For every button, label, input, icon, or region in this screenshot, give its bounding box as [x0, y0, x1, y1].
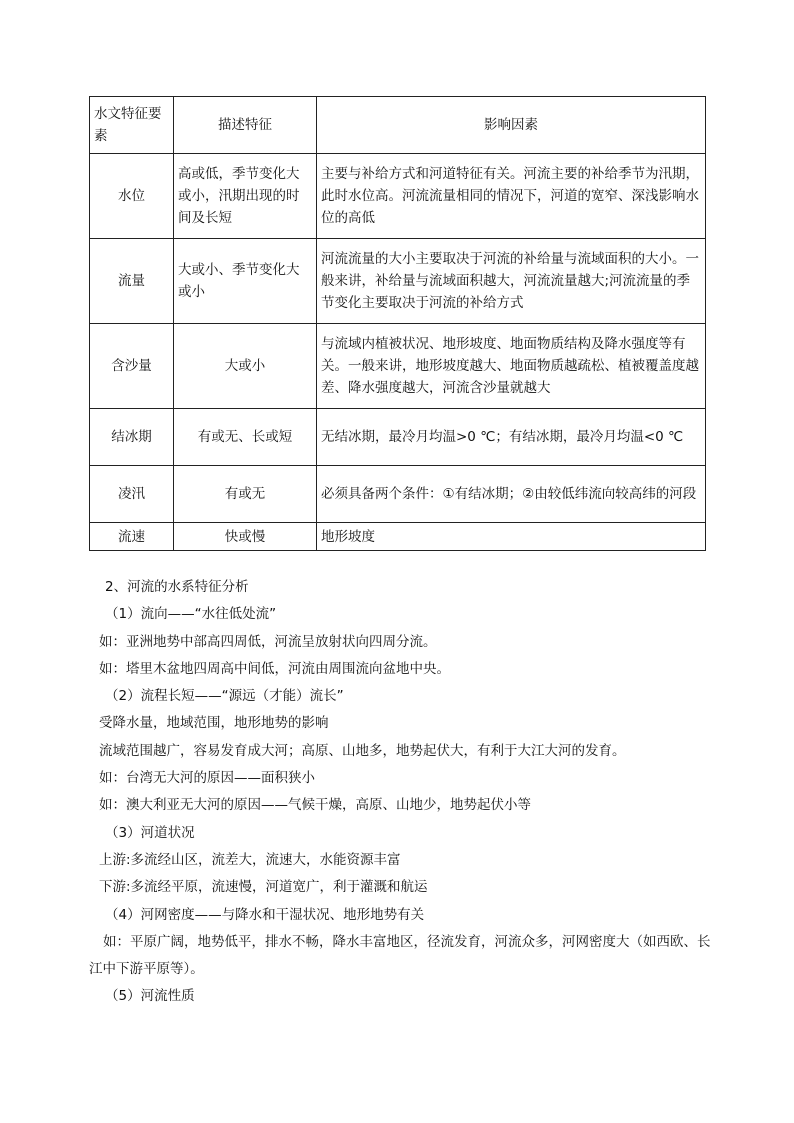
paragraph: 如：台湾无大河的原因——面积狭小 [99, 770, 315, 787]
section-title: 2、河流的水系特征分析 [105, 579, 249, 595]
hydrology-features-table [89, 96, 706, 551]
paragraph: 如：塔里木盆地四周高中间低，河流由周围流向盆地中央。 [99, 660, 450, 677]
element-cell: 流量 [90, 239, 174, 324]
element-cell: 流速 [90, 523, 174, 551]
table-row [90, 239, 706, 324]
element-cell: 含沙量 [90, 324, 174, 409]
element-cell: 凌汛 [90, 466, 174, 523]
table-row [90, 409, 706, 466]
factors-cell: 主要与补给方式和河道特征有关。河流主要的补给季节为汛期，此时水位高。河流流量相同的情况下，河道的宽窄、深浅影响水位的高低 [317, 154, 706, 239]
paragraph: 受降水量，地域范围，地形地势的影响 [99, 715, 329, 732]
description-cell: 有或无、长或短 [174, 409, 317, 466]
river-system-analysis [89, 574, 719, 1011]
subsection-title: （5）河流性质 [105, 988, 195, 1005]
table-row [90, 523, 706, 551]
factors-cell: 河流流量的大小主要取决于河流的补给量与流域面积的大小。一般来讲，补给量与流域面积越大，河流流量越大;河流流量的季节变化主要取决于河流的补给方式 [317, 239, 706, 324]
header-element: 水文特征要素 [90, 97, 174, 154]
table-row [90, 324, 706, 409]
description-cell: 大或小、季节变化大或小 [174, 239, 317, 324]
subsection-title: （4）河网密度——与降水和干湿状况、地形地势有关 [105, 906, 425, 923]
factors-cell: 无结冰期，最冷月均温>0 ℃；有结冰期，最冷月均温<0 ℃ [317, 409, 706, 466]
table-row [90, 154, 706, 239]
header-description: 描述特征 [174, 97, 317, 154]
paragraph: 流域范围越广，容易发育成大河；高原、山地多，地势起伏大，有利于大江大河的发育。 [99, 742, 626, 759]
element-cell: 水位 [90, 154, 174, 239]
table-row [90, 466, 706, 523]
subsection-title: （3）河道状况 [105, 824, 195, 841]
paragraph: 下游:多流经平原，流速慢，河道宽广，利于灌溉和航运 [99, 879, 428, 896]
subsection-title: （1）流向——“水往低处流” [105, 606, 277, 623]
table-header-row [90, 97, 706, 154]
header-factors: 影响因素 [317, 97, 706, 154]
description-cell: 高或低，季节变化大或小，汛期出现的时间及长短 [174, 154, 317, 239]
paragraph: 如：澳大利亚无大河的原因——气候干燥，高原、山地少，地势起伏小等 [99, 797, 531, 814]
description-cell: 快或慢 [174, 523, 317, 551]
description-cell: 大或小 [174, 324, 317, 409]
paragraph: 如：平原广阔，地势低平，排水不畅，降水丰富地区，径流发育，河流众多，河网密度大（如西欧、长江中下游平原等）。 [89, 933, 711, 978]
factors-cell: 与流域内植被状况、地形坡度、地面物质结构及降水强度等有关。一般来讲，地形坡度越大、地面物质越疏松、植被覆盖度越差、降水强度越大，河流含沙量就越大 [317, 324, 706, 409]
factors-cell: 地形坡度 [317, 523, 706, 551]
paragraph: 上游:多流经山区，流差大，流速大，水能资源丰富 [99, 851, 401, 868]
description-cell: 有或无 [174, 466, 317, 523]
paragraph: 如：亚洲地势中部高四周低，河流呈放射状向四周分流。 [99, 633, 437, 650]
element-cell: 结冰期 [90, 409, 174, 466]
subsection-title: （2）流程长短——“源远（才能）流长” [105, 688, 344, 705]
factors-cell: 必须具备两个条件：①有结冰期；②由较低纬流向较高纬的河段 [317, 466, 706, 523]
